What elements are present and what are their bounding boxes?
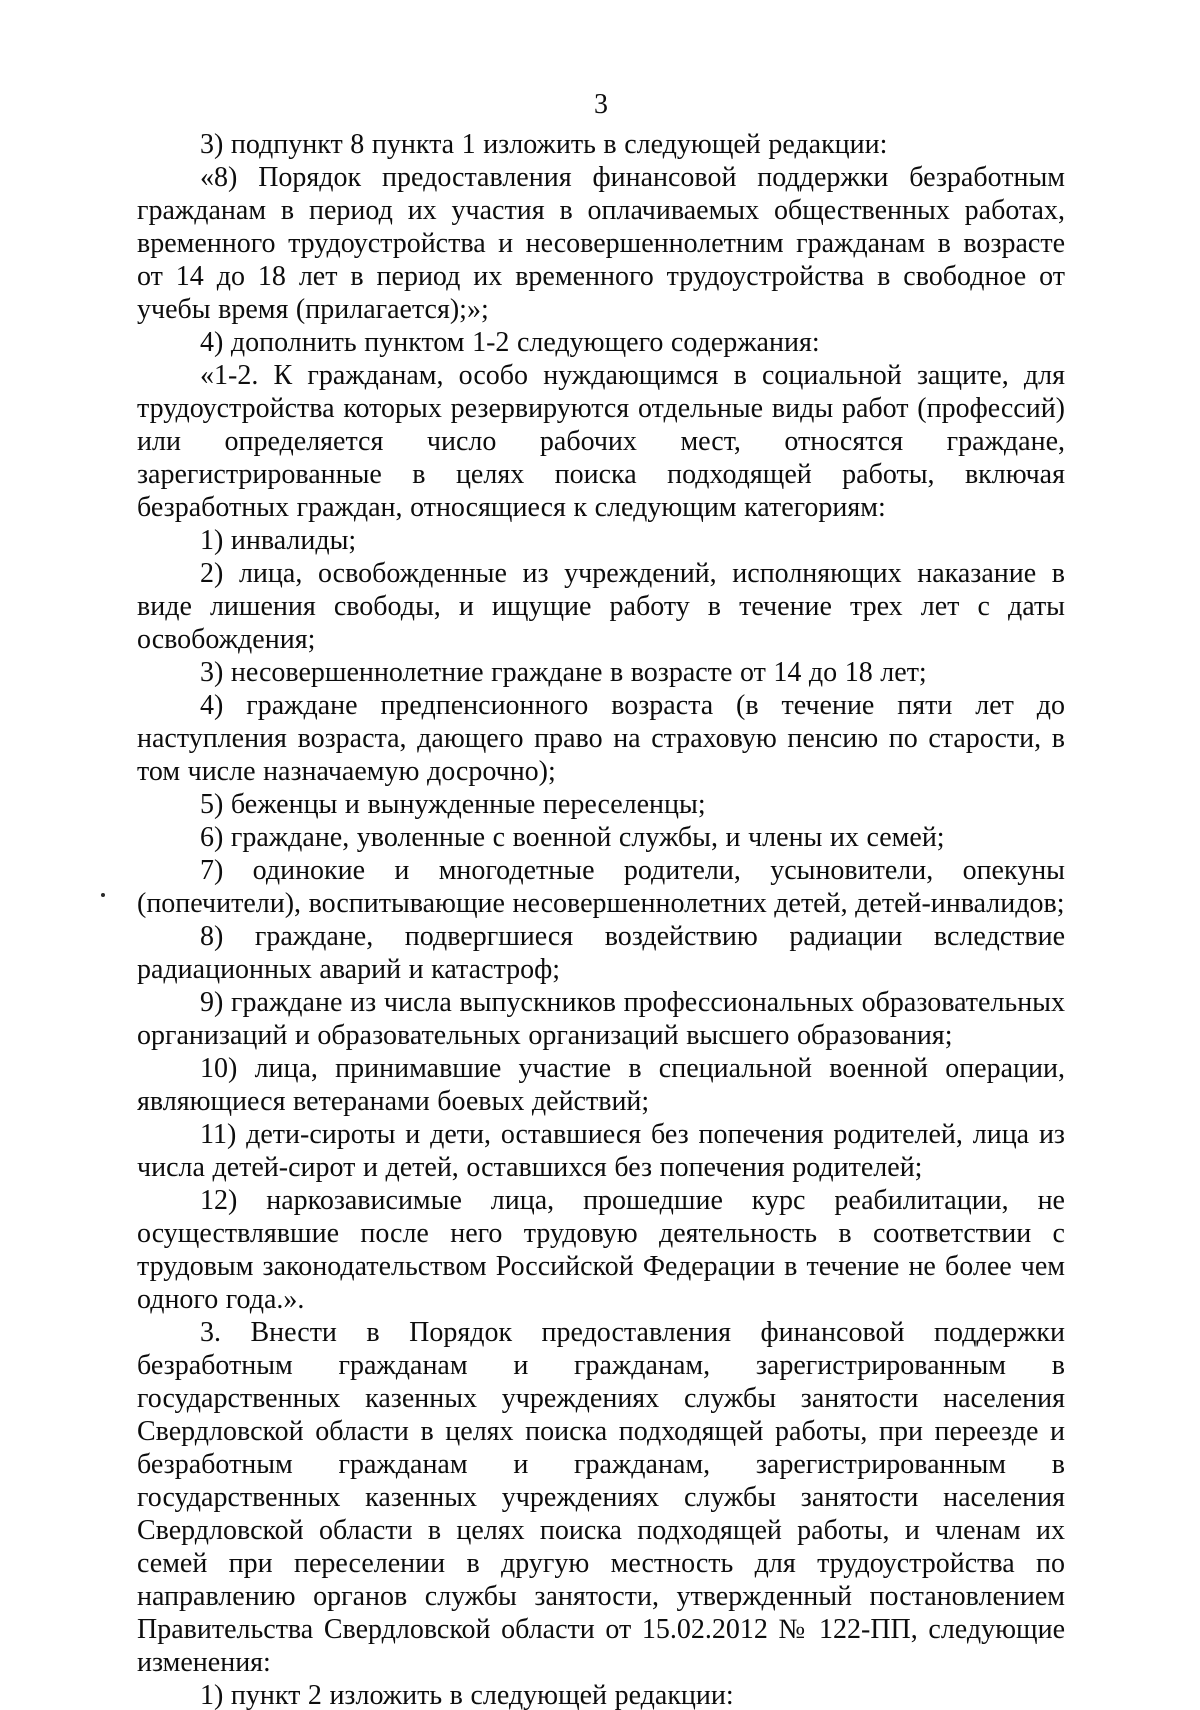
paragraph-09: 5) беженцы и вынужденные переселенцы;	[200, 789, 706, 820]
paragraph-16: 12) наркозависимые лица, прошедшие курс реабилитации, не осуществлявшие после него трудовую деятельность в соответствии с трудовым законодательством Российской Федерации в течение не более чем одного года.».	[137, 1185, 1065, 1315]
paragraph-15: 11) дети-сироты и дети, оставшиеся без попечения родителей, лица из числа детей-сирот и детей, оставшихся без попечения родителей;	[137, 1119, 1065, 1183]
paragraph-11: 7) одинокие и многодетные родители, усыновители, опекуны (попечители), воспитывающие несовершеннолетних детей, детей-инвалидов;	[137, 855, 1065, 919]
page-number: 3	[594, 89, 608, 120]
paragraph-01: 3) подпункт 8 пункта 1 изложить в следующей редакции:	[200, 129, 888, 160]
paragraph-13: 9) граждане из числа выпускников профессиональных образовательных организаций и образовательных организаций высшего образования;	[137, 987, 1065, 1051]
scan-speck-artifact	[101, 893, 105, 897]
paragraph-12: 8) граждане, подвергшиеся воздействию радиации вследствие радиационных аварий и катастроф;	[137, 921, 1065, 985]
paragraph-18: 1) пункт 2 изложить в следующей редакции:	[200, 1680, 734, 1710]
paragraph-03: 4) дополнить пунктом 1-2 следующего содержания:	[200, 327, 820, 358]
paragraph-05: 1) инвалиды;	[200, 525, 357, 556]
paragraph-02: «8) Порядок предоставления финансовой поддержки безработным гражданам в период их участия в оплачиваемых общественных работах, временного трудоустройства и несовершеннолетним гражданам в возрасте от 14 до 18 лет в период их временного трудоустройства в свободное от учебы время (прилагается);»;	[137, 162, 1065, 325]
paragraph-10: 6) граждане, уволенные с военной службы, и члены их семей;	[200, 822, 945, 853]
paragraph-14: 10) лица, принимавшие участие в специальной военной операции, являющиеся ветеранами боевых действий;	[137, 1053, 1065, 1117]
paragraph-17: 3. Внести в Порядок предоставления финансовой поддержки безработным гражданам и гражданам, зарегистрированным в государственных казенных учреждениях службы занятости населения Свердловской области в целях поиска подходящей работы, при переезде и безработным гражданам и гражданам, зарегистрированным в государственных казенных учреждениях службы занятости населения Свердловской области в целях поиска подходящей работы, и членам их семей при переселении в другую местность для трудоустройства по направлению органов службы занятости, утвержденный постановлением Правительства Свердловской области от 15.02.2012 № 122-ПП, следующие изменения:	[137, 1317, 1065, 1678]
paragraph-08: 4) граждане предпенсионного возраста (в течение пяти лет до наступления возраста, дающего право на страховую пенсию по старости, в том числе назначаемую досрочно);	[137, 690, 1065, 787]
paragraph-06: 2) лица, освобожденные из учреждений, исполняющих наказание в виде лишения свободы, и ищущие работу в течение трех лет с даты освобождения;	[137, 558, 1065, 655]
document-body	[137, 128, 1065, 1710]
paragraph-07: 3) несовершеннолетние граждане в возрасте от 14 до 18 лет;	[200, 657, 927, 688]
paragraph-04: «1-2. К гражданам, особо нуждающимся в социальной защите, для трудоустройства которых резервируются отдельные виды работ (профессий) или определяется число рабочих мест, относятся граждане, зарегистрированные в целях поиска подходящей работы, включая безработных граждан, относящиеся к следующим категориям:	[137, 360, 1065, 523]
